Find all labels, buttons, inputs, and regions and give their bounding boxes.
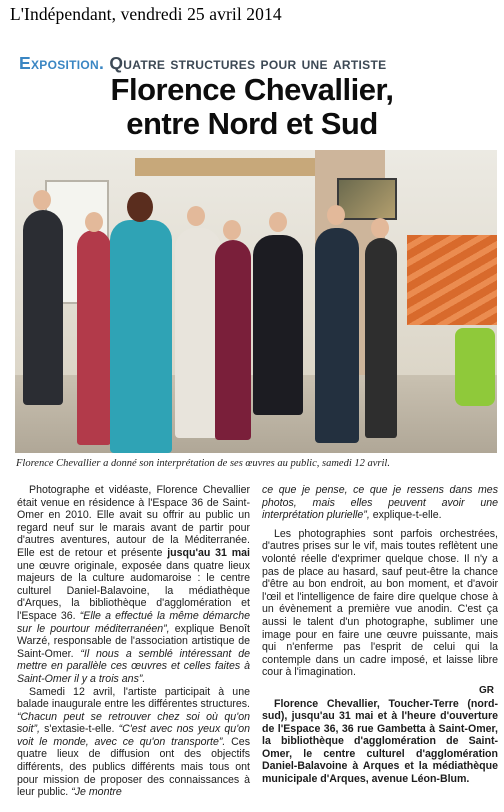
- paragraph: [262, 484, 498, 522]
- quote: “C'est avec nos yeux qu'on voit le monde, avec ce qu'on transporte”.: [17, 723, 250, 748]
- kicker-category: Exposition.: [19, 53, 105, 73]
- author-signature: GR: [479, 684, 494, 696]
- photo-person: [77, 230, 111, 445]
- newspaper-header: L'Indépendant, vendredi 25 avril 2014: [10, 4, 282, 24]
- photo-person: [110, 220, 172, 453]
- article-kicker: [19, 53, 499, 74]
- text-run: Ces quatre lieux de diffusion ont des objectifs différents, des publics différents mais tous ont pour mission de proposer des connaissances à leur public.: [17, 735, 250, 799]
- quote: ce que je pense, ce que je ressens dans mes photos, mais elles peuvent avoir une interprétation plurielle”,: [262, 484, 498, 522]
- photo-person-head: [327, 205, 345, 225]
- article-title: [0, 73, 504, 141]
- photo-staircase: [407, 235, 497, 325]
- photo-person: [315, 228, 359, 443]
- quote: “Chacun peut se retrouver chez soi où qu'on soit”,: [17, 710, 250, 736]
- title-line-2: entre Nord et Sud: [126, 106, 378, 141]
- paragraph: [17, 484, 250, 686]
- text-run: s'extasie-t-elle.: [39, 723, 119, 736]
- photo-person: [23, 210, 63, 405]
- exhibition-info: Florence Chevallier, Toucher-Terre (nord-sud), jusqu'au 31 mai et à l'heure d'ouverture de l'Espace 36, 36 rue Gambetta à Saint-Omer, la bibliothèque d'agglomération de Saint-Omer, le centre culturel d'agglomération Daniel-Balavoine à Arques et la médiathèque municipale d'Arques, avenue Léon-Blum.: [262, 697, 498, 786]
- photo-caption: Florence Chevallier a donné son interprétation de ses œuvres au public, samedi 12 avril.: [16, 458, 390, 469]
- article-photo: [15, 150, 497, 453]
- article-column-1: [17, 484, 250, 799]
- text-run: Photographe et vidéaste, Florence Chevallier était venue en résidence à l'Espace 36 de Saint-Omer en 2010. Elle avait su offrir au public un regard neuf sur le marais avant de partir pour d'autres aventures, autour de la Méditerranée. Elle est de retour et présente: [17, 484, 250, 559]
- photo-person: [215, 240, 251, 440]
- photo-green-bin: [455, 328, 495, 406]
- text-run: explique-t-elle.: [369, 509, 442, 522]
- text-run: Samedi 12 avril, l'artiste participait à une balade inaugurale entre les différentes structures.: [17, 685, 250, 711]
- photo-person: [365, 238, 397, 438]
- paragraph: Les photographies sont parfois orchestrées, d'autres prises sur le vif, mais toutes reflètent une volonté réelle d'exprimer quelque chose. Il n'y a pas de place au hasard, sauf peut-être la chance d'être au bon endroit, au bon moment, et d'avoir l'œil et l'intelligence de faire dire quelque chose à un évènement a première vue anodin. C'est ça aussi le talent d'un photographe, sublimer une image pour en faire une œuvre puissante, mais qui n'enferme pas l'esprit de celui qui la contemple dans un cadre imposé, et laisse libre cour à l'imagination.: [262, 527, 498, 679]
- photo-person-head: [127, 192, 153, 222]
- photo-beam: [135, 158, 325, 176]
- text-run-bold: jusqu'au 31 mai: [167, 546, 250, 559]
- quote: “Elle a effectué la même démarche sur le pourtour méditerranéen”,: [17, 609, 251, 635]
- text-run: explique Benoît Warzé, responsable de l'association artistique de Saint-Omer.: [17, 622, 250, 660]
- text-run: une œuvre originale, exposée dans quatre lieux majeurs de la culture audomaroise : le centre culturel Daniel-Balavoine, la médiathèque d'Arques, la bibliothèque d'agglomération et l'Espace 36.: [17, 559, 250, 622]
- quote: “Je montre: [71, 786, 122, 799]
- kicker-text: Quatre structures pour une artiste: [109, 53, 387, 73]
- photo-person-head: [85, 212, 103, 232]
- photo-person-head: [33, 190, 51, 210]
- photo-person-head: [371, 218, 389, 238]
- paragraph: [17, 686, 250, 799]
- quote: “Il nous a semblé intéressant de mettre en parallèle ces œuvres et celles faites à Saint-Omer il y a trois ans”.: [17, 647, 250, 685]
- photo-person-head: [223, 220, 241, 240]
- photo-painting: [337, 178, 397, 220]
- article-column-2: [262, 484, 498, 786]
- photo-person: [253, 235, 303, 415]
- photo-person-head: [187, 206, 205, 226]
- photo-person-head: [269, 212, 287, 232]
- title-line-1: Florence Chevallier,: [110, 72, 394, 107]
